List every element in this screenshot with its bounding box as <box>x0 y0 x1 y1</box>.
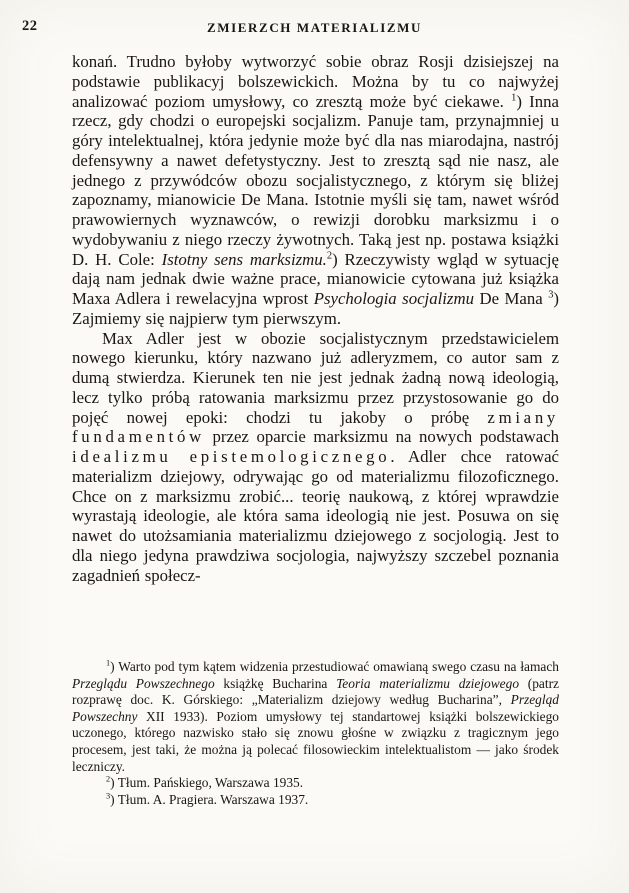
footnotes-section <box>72 659 559 808</box>
text-run-normal: ) Warto pod tym kątem widzenia przestudiować omawianą swego czasu na łamach <box>110 659 559 674</box>
text-run-normal: Max Adler jest w obozie socjalistycznym przedstawicielem nowego kierunku, który nazwano już adleryzmem, co autor sam z dumą stwierdza. Kierunek ten nie jest jednak żadną nową ideologią, lecz tylko próbą ratowania marksizmu przez przystosowanie go do pojęć nowej epoki: chodzi tu jakoby o próbę <box>72 328 559 427</box>
footnote-2 <box>72 775 559 792</box>
page-number: 22 <box>22 18 38 34</box>
text-run-italic: Psychologia socjalizmu <box>313 289 474 308</box>
text-run-normal: . Adler chce ratować materializm dziejowy, odrywając go od materializmu filozoficznego. Chce on z marksizmu zrobić... teorię naukową, z której wprawdzie wyrastają ideologie, ale która sama ideologią nie jest. Posuwa on się nawet do utożsamiania materializmu dziejowego z socjologią. Jest to dla niego jedyna prawdziwa socjologia, najwyższy szczebel poznania zagadnień społecz- <box>72 447 560 585</box>
text-run-normal: ) Tłum. Pańskiego, Warszawa 1935. <box>110 775 304 791</box>
text-run-spaced: zmiany fundamentów <box>72 407 559 447</box>
text-run-italic: Teoria materializmu dziejowego <box>336 675 520 691</box>
text-run-sup: 1 <box>511 91 517 103</box>
text-run-normal: ) Rzeczywisty wgląd w sytuację dają nam jednak dwie ważne prace, mianowicie cytowana już książka Maxa Adlera i rewelacyjna wprost <box>72 249 559 308</box>
text-run-sup: 3 <box>548 289 554 301</box>
text-run-normal: (patrz rozprawę doc. K. Górskiego: „Materializm dziejowy według Bucharina”, <box>72 675 559 708</box>
text-run-normal: konań. Trudno byłoby wytworzyć sobie obraz Rosji dzisiejszej na podstawie publikacyj bolszewickich. Można by tu co najwyżej analizować poziom umysłowy, co zresztą może być ciekawe. <box>72 52 559 111</box>
text-run-normal: XII 1933). Poziom umysłowy tej standartowej książki bolszewickiego uczonego, którego nazwisko stało się znowu głośne w związku z tragicznym jego procesem, jest taki, że można ją polecać filosowieckim intelektualistom — jako środek leczniczy. <box>72 708 559 774</box>
text-run-sup: 2 <box>106 774 111 784</box>
running-title: ZMIERZCH MATERIALIZMU <box>206 20 422 35</box>
text-run-sup: 1 <box>106 658 111 668</box>
text-run-sup: 2 <box>326 249 333 261</box>
text-run-normal: De Mana <box>473 289 549 308</box>
text-run-normal: przez oparcie marksizmu na nowych podstawach <box>204 427 559 447</box>
text-run-normal: ) Zajmiemy się najpierw tym pierwszym. <box>72 289 559 328</box>
text-run-normal: książkę Bucharina <box>214 675 337 691</box>
footnote-1 <box>72 659 559 775</box>
paragraph-1 <box>72 52 559 329</box>
text-run-italic: Przeglądu Powszechnego <box>72 675 215 691</box>
text-run-italic: Przegląd Powszechny <box>72 692 559 724</box>
paragraph-2 <box>72 329 559 586</box>
text-run-normal: ) Inna rzecz, gdy chodzi o europejski socjalizm. Panuje tam, przynajmniej u góry intelektualnej, która jedynie może być dla nas miarodajna, nastrój defensywny a nawet defetystyczny. Jest to zresztą sąd nie nasz, ale jednego z przywódców obozu socjalistycznego, z którym się bliżej zapoznamy, mianowicie De Mana. Istotnie myśli się tam, nawet wśród prawowiernych wyznawców, o rewizji dorobku marksizmu i o wydobywaniu z niego rzeczy żywotnych. Taką jest np. postawa książki D. H. Cole: <box>72 91 560 269</box>
text-run-spaced: idealizmu epistemologicznego <box>72 447 391 466</box>
footnote-3 <box>72 792 559 809</box>
running-header <box>0 0 629 40</box>
body-text <box>72 52 559 585</box>
text-run-italic: Istotny sens marksizmu. <box>161 249 327 269</box>
text-run-sup: 3 <box>106 791 111 801</box>
text-run-normal: ) Tłum. A. Pragiera. Warszawa 1937. <box>110 791 309 807</box>
